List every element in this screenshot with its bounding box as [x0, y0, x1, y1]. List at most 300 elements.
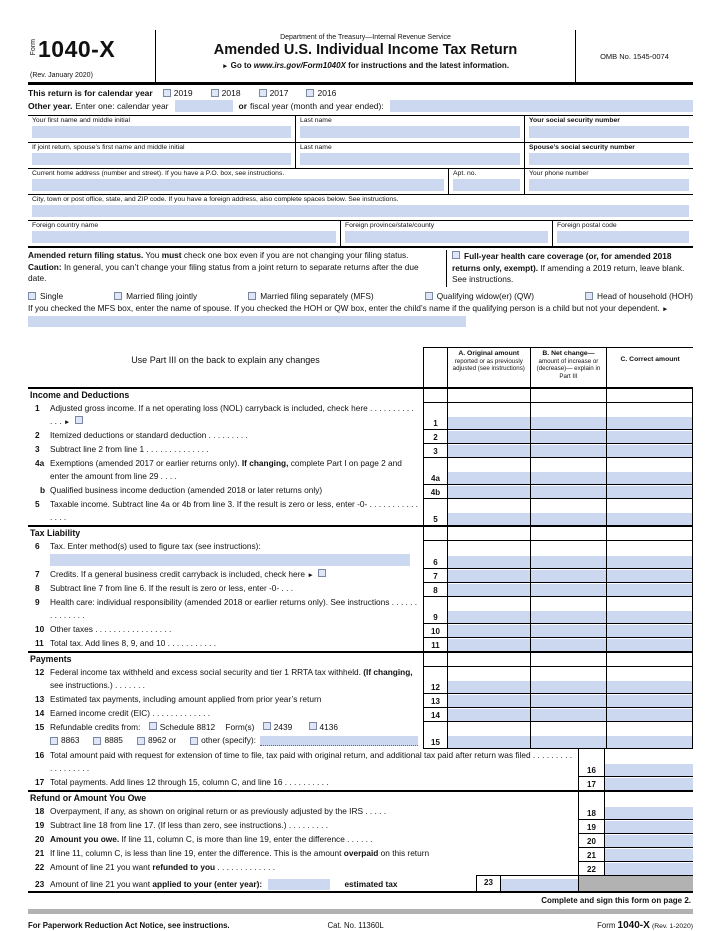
- line-16-label: Total amount paid with request for extension of time to file, tax paid with original return, and additional tax paid after return was filed . . . . . . . . . . . . . . . . . .: [50, 750, 573, 774]
- form-8962-label: 8962 or: [147, 735, 177, 746]
- married-filing-separately-checkbox[interactable]: [248, 292, 256, 300]
- city-cell: [28, 195, 693, 220]
- line-16-margin: 16: [35, 750, 45, 761]
- line-8-number: 8: [424, 583, 448, 596]
- amount-cell[interactable]: [531, 486, 607, 498]
- year-2016-checkbox[interactable]: [306, 89, 314, 97]
- line-16-number: 16: [579, 749, 605, 776]
- amount-cell[interactable]: [607, 625, 692, 637]
- year-2016-label: 2016: [317, 88, 337, 98]
- address-label: Current home address (number and street). If you have a P.O. box, see instructions.: [32, 170, 285, 177]
- foreign-province-cell: [340, 221, 552, 246]
- column-b-sub: amount of increase or (decrease)— explain in Part III: [536, 357, 601, 380]
- qualifying-widower-checkbox[interactable]: [425, 292, 433, 300]
- line-6-margin: 6: [35, 541, 40, 552]
- ssn-input[interactable]: [529, 126, 689, 138]
- line-4b-row: [28, 484, 693, 498]
- line-7-margin: 7: [35, 569, 40, 580]
- nol-checkbox[interactable]: [75, 416, 83, 424]
- line-13-margin: 13: [35, 694, 45, 705]
- mfs-child-note: [28, 303, 693, 328]
- line-6-number: 6: [424, 541, 448, 568]
- amount-cell[interactable]: [531, 431, 607, 443]
- filing-status-text: [28, 250, 446, 287]
- line-15-intro: Refundable credits from:: [50, 722, 141, 733]
- line-15-number: 15: [424, 722, 448, 748]
- amount-cell[interactable]: [531, 570, 607, 582]
- line-13-number: 13: [424, 694, 448, 707]
- head-of-household-checkbox[interactable]: [585, 292, 593, 300]
- taxpayer-info-grid: [28, 115, 693, 248]
- filing-status-caution: Caution:: [28, 261, 62, 272]
- column-a-title: A. Original amount: [458, 350, 520, 358]
- footer-form-word: Form: [597, 921, 616, 931]
- amount-cell[interactable]: [605, 821, 693, 833]
- form-header: [28, 30, 693, 85]
- amount-cell[interactable]: [531, 513, 607, 525]
- amount-cell[interactable]: [605, 778, 693, 790]
- line-17-number: 17: [579, 777, 605, 790]
- page-title: Amended U.S. Individual Income Tax Return: [213, 42, 518, 58]
- line-4a-margin: 4a: [35, 458, 45, 469]
- line-4b-number: 4b: [424, 485, 448, 498]
- line-22-pre: Amount of line 21 you want: [50, 862, 153, 873]
- amount-cell[interactable]: [605, 835, 693, 847]
- column-c-header: [607, 348, 693, 387]
- filing-status-must: must: [161, 250, 182, 260]
- amount-cell[interactable]: [607, 431, 692, 443]
- line-20-number: 20: [579, 834, 605, 847]
- form-revision: (Rev. January 2020): [30, 72, 93, 79]
- line-19-label: Subtract line 18 from line 17. (If less than zero, see instructions.) . . . . . . . . .: [50, 820, 329, 831]
- year-2017-label: 2017: [269, 88, 289, 98]
- health-coverage-checkbox[interactable]: [452, 251, 460, 259]
- line-3-margin: 3: [35, 444, 40, 455]
- line-19-number: 19: [579, 820, 605, 833]
- amounts-table: [28, 347, 693, 893]
- head-of-household-label: Head of household (HOH): [597, 290, 693, 301]
- married-filing-separately-label: Married filing separately (MFS): [260, 290, 374, 301]
- foreign-postal-cell: [552, 221, 693, 246]
- line-20-row: [28, 833, 693, 847]
- amount-cell[interactable]: [607, 736, 692, 748]
- amount-cell[interactable]: [607, 556, 692, 568]
- line-5-margin: 5: [35, 499, 40, 510]
- filing-status-t3: In general, you can’t change your filing status from a joint return to separate returns after the due date.: [28, 261, 419, 283]
- amount-cell[interactable]: [448, 486, 530, 498]
- amount-cell[interactable]: [531, 472, 607, 484]
- line-6-row: [28, 540, 693, 568]
- form-title-block: [156, 30, 575, 82]
- line-4b-margin: b: [40, 485, 46, 496]
- complete-sign-note: Complete and sign this form on page 2.: [541, 896, 691, 906]
- line-12-number: 12: [424, 667, 448, 693]
- health-coverage-box: [446, 250, 693, 287]
- foreign-country-label: Foreign country name: [32, 222, 99, 229]
- city-label: City, town or post office, state, and ZIP code. If you have a foreign address, also complete spaces below. See instructions.: [32, 196, 399, 203]
- form-4136-label: 4136: [319, 722, 338, 733]
- line-8-margin: 8: [35, 583, 40, 594]
- line-2-label: Itemized deductions or standard deduction . . . . . . . . .: [50, 430, 248, 441]
- year-2019-checkbox[interactable]: [163, 89, 171, 97]
- line-7-label: Credits. If a general business credit carryback is included, check here: [50, 569, 306, 580]
- line-20-post: If line 11, column C, is more than line 19, enter the difference . . . . . .: [119, 834, 373, 845]
- line-15-row: [28, 721, 693, 749]
- line-14-number: 14: [424, 708, 448, 721]
- amount-cell[interactable]: [605, 807, 693, 819]
- health-coverage-rest: If amending a 2019 return, leave blank. See instructions.: [452, 262, 685, 284]
- line-11-number: 11: [424, 638, 448, 651]
- department-label: Department of the Treasury—Internal Revenue Service: [280, 34, 451, 41]
- line-3-label: Subtract line 2 from line 1 . . . . . . . . . . . . . .: [50, 444, 209, 455]
- filing-status-t1: You: [143, 250, 162, 260]
- form-8885-label: 8885: [104, 735, 123, 746]
- filing-status-t2: check one box even if you are not changing your filing status.: [181, 250, 409, 260]
- line-12-pre: Federal income tax withheld and excess social security and tier 1 RRTA tax withheld.: [50, 667, 364, 678]
- spouse-first-name-input[interactable]: [32, 153, 291, 165]
- omb-number: OMB No. 1545-0074: [600, 51, 669, 61]
- child-name-input[interactable]: [28, 316, 466, 327]
- section-payments-label: Payments: [30, 654, 72, 665]
- footer-form-number: 1040-X: [617, 920, 650, 931]
- line-3-number: 3: [424, 444, 448, 457]
- line-19-margin: 19: [35, 820, 45, 831]
- qualifying-widower-label: Qualifying widow(er) (QW): [436, 290, 534, 301]
- calendar-year-row: [28, 85, 693, 99]
- single-checkbox[interactable]: [28, 292, 36, 300]
- forms-label: Form(s): [225, 722, 255, 733]
- amount-cell[interactable]: [531, 556, 607, 568]
- spouse-first-name-cell: [28, 143, 295, 168]
- amount-cell[interactable]: [607, 472, 692, 484]
- amount-cell[interactable]: [607, 611, 692, 623]
- column-b-title: B. Net change—: [542, 350, 595, 358]
- last-name-label: Last name: [300, 117, 332, 124]
- arrow-icon: ►: [307, 572, 314, 580]
- line-23-number: 23: [477, 876, 501, 891]
- amount-cell[interactable]: [607, 486, 692, 498]
- line-14-row: [28, 707, 693, 721]
- apt-input[interactable]: [453, 179, 520, 191]
- line-21-pre: If line 11, column C, is less than line 19, enter the difference. This is the amount: [50, 848, 344, 859]
- line-10-margin: 10: [35, 624, 45, 635]
- first-name-cell: [28, 116, 295, 142]
- line-18-margin: 18: [35, 806, 45, 817]
- amount-cell[interactable]: [448, 472, 530, 484]
- line-5-number: 5: [424, 499, 448, 525]
- first-name-label: Your first name and middle initial: [32, 117, 130, 124]
- line-6-label: Tax. Enter method(s) used to figure tax (see instructions):: [50, 541, 261, 552]
- line-23-amount-input[interactable]: [501, 879, 578, 891]
- amount-cell[interactable]: [607, 584, 692, 596]
- amount-cell[interactable]: [448, 625, 530, 637]
- footer-form-id: [597, 920, 693, 931]
- other-credit-checkbox[interactable]: [190, 737, 198, 745]
- calendar-year-label: This return is for calendar year: [28, 88, 153, 98]
- amount-cell[interactable]: [531, 736, 607, 748]
- amount-cell[interactable]: [448, 431, 530, 443]
- ssn-label: Your social security number: [529, 117, 620, 124]
- line-1-row: [28, 402, 693, 429]
- amount-cell[interactable]: [607, 445, 692, 457]
- page-footer: [28, 914, 693, 931]
- year-2018-checkbox[interactable]: [211, 89, 219, 97]
- section-refund: [28, 790, 693, 805]
- line-22-number: 22: [579, 862, 605, 875]
- amount-cell[interactable]: [607, 639, 692, 651]
- column-a-header: [448, 348, 531, 387]
- goto-text-post: for instructions and the latest information.: [345, 61, 510, 70]
- other-year-row: [28, 99, 693, 115]
- line-10-label: Other taxes . . . . . . . . . . . . . . . . .: [50, 624, 172, 635]
- city-input[interactable]: [32, 205, 689, 217]
- spouse-ssn-input[interactable]: [529, 153, 689, 165]
- amount-cell[interactable]: [531, 611, 607, 623]
- line-14-margin: 14: [35, 708, 45, 719]
- last-name-input[interactable]: [300, 126, 520, 138]
- phone-label: Your phone number: [529, 170, 589, 177]
- line-21-number: 21: [579, 848, 605, 861]
- line-17-margin: 17: [35, 777, 45, 788]
- apt-label: Apt. no.: [453, 170, 477, 177]
- form-2439-label: 2439: [273, 722, 293, 733]
- phone-input[interactable]: [529, 179, 689, 191]
- section-payments: [28, 651, 693, 666]
- line-9-margin: 9: [35, 597, 40, 608]
- section-income-deductions: [28, 387, 693, 402]
- line-2-margin: 2: [35, 430, 40, 441]
- goto-text: Go to: [230, 61, 254, 70]
- line-4a-bold: If changing,: [241, 458, 289, 469]
- foreign-province-label: Foreign province/state/county: [345, 222, 435, 229]
- line-18-row: [28, 805, 693, 819]
- arrow-icon: ►: [662, 305, 669, 313]
- omb-block: [575, 30, 693, 82]
- footer-form-rev: (Rev. 1-2020): [651, 923, 693, 931]
- line-23-gray-filler: [579, 876, 693, 891]
- line-19-row: [28, 819, 693, 833]
- spouse-ssn-label: Spouse’s social security number: [529, 144, 635, 151]
- amount-cell[interactable]: [607, 513, 692, 525]
- amount-cell[interactable]: [448, 611, 530, 623]
- filing-status-section: [28, 248, 693, 288]
- line-17-row: [28, 776, 693, 790]
- line-23-margin: 23: [35, 879, 45, 890]
- other-credit-specify-input[interactable]: [260, 736, 418, 746]
- foreign-country-cell: [28, 221, 340, 246]
- line-8-row: [28, 582, 693, 596]
- line-8-label: Subtract line 7 from line 6. If the result is zero or less, enter -0- . . .: [50, 583, 294, 594]
- first-name-input[interactable]: [32, 126, 291, 138]
- schedule-8812-label: Schedule 8812: [159, 722, 216, 733]
- filing-status-bold: Amended return filing status.: [28, 250, 144, 260]
- line-1-margin: 1: [35, 403, 40, 414]
- line-11-margin: 11: [35, 638, 44, 649]
- amount-cell[interactable]: [605, 764, 693, 776]
- amount-cell[interactable]: [607, 709, 692, 721]
- line-23-row: [28, 875, 693, 891]
- column-b-header: [531, 348, 608, 387]
- line-23-bold: applied to your (enter year):: [152, 879, 263, 890]
- irs-url: www.irs.gov/Form1040X: [253, 61, 346, 70]
- amount-cell[interactable]: [607, 570, 692, 582]
- spouse-ssn-cell: [524, 143, 693, 168]
- column-a-sub: reported or as previously adjusted (see instructions): [452, 357, 525, 373]
- or-label: or: [238, 101, 248, 111]
- line-10-row: [28, 623, 693, 637]
- address-input[interactable]: [32, 179, 444, 191]
- amount-cell[interactable]: [531, 695, 607, 707]
- spouse-last-name-cell: [295, 143, 524, 168]
- section-tax-label: Tax Liability: [30, 528, 81, 539]
- line-16-row: [28, 749, 693, 776]
- amount-cell[interactable]: [531, 639, 607, 651]
- goto-instructions: [156, 61, 575, 70]
- other-year-text: Enter one: calendar year: [75, 101, 169, 111]
- year-2019-label: 2019: [173, 88, 193, 98]
- column-c-title: C. Correct amount: [620, 356, 680, 364]
- amount-cell[interactable]: [448, 584, 530, 596]
- apt-cell: [448, 169, 524, 194]
- schedule-8812-checkbox[interactable]: [149, 722, 157, 730]
- tax-method-input[interactable]: [50, 554, 410, 566]
- line-12-bold: (If changing,: [363, 667, 413, 678]
- line-9-label: Health care: individual responsibility (amended 2018 or earlier returns only). See instructions . . . . . . . . . . . . . .: [50, 597, 418, 621]
- amount-cell[interactable]: [448, 513, 530, 525]
- married-filing-jointly-checkbox[interactable]: [114, 292, 122, 300]
- line-9-number: 9: [424, 597, 448, 623]
- applied-year-input[interactable]: [268, 879, 330, 890]
- amount-cell[interactable]: [448, 681, 530, 693]
- amount-cell[interactable]: [448, 695, 530, 707]
- amount-cell[interactable]: [448, 417, 530, 429]
- line-22-bold: refunded to you: [152, 862, 216, 873]
- amount-cell[interactable]: [605, 863, 693, 875]
- line-2-number: 2: [424, 430, 448, 443]
- amount-cell[interactable]: [531, 681, 607, 693]
- amount-cell[interactable]: [448, 709, 530, 721]
- line-1-label: Adjusted gross income. If a net operating loss (NOL) carryback is included, check here . . . . . . . . . . . . .: [50, 403, 414, 427]
- line-2-row: [28, 429, 693, 443]
- amount-cell[interactable]: [531, 584, 607, 596]
- last-name-cell: [295, 116, 524, 142]
- amount-cell[interactable]: [531, 709, 607, 721]
- line-21-bold: overpaid: [343, 848, 379, 859]
- fiscal-year-input[interactable]: [390, 100, 693, 112]
- form-8863-label: 8863: [61, 735, 80, 746]
- line-4a-pre: Exemptions (amended 2017 or earlier returns only).: [50, 458, 242, 469]
- line-4b-label: Qualified business income deduction (amended 2018 or later returns only): [50, 485, 323, 496]
- line-22-margin: 22: [35, 862, 45, 873]
- line-14-label: Earned income credit (EIC) . . . . . . . . . . . . .: [50, 708, 210, 719]
- ssn-cell: [524, 116, 693, 142]
- line-13-label: Estimated tax payments, including amount applied from prior year’s return: [50, 694, 322, 705]
- line-7-row: [28, 568, 693, 582]
- form-2439-checkbox[interactable]: [263, 722, 271, 730]
- paperwork-notice: For Paperwork Reduction Act Notice, see instructions.: [28, 921, 230, 931]
- form-8962-checkbox[interactable]: [137, 737, 145, 745]
- line-17-label: Total payments. Add lines 12 through 15, column C, and line 16 . . . . . . . . . .: [50, 777, 329, 788]
- health-coverage-bold: Full-year health care coverage (or, for amended 2018 returns only, exempt).: [452, 251, 672, 273]
- section-income-label: Income and Deductions: [30, 390, 130, 401]
- line-23-pre: Amount of line 21 you want: [50, 879, 153, 890]
- line-5-label: Taxable income. Subtract line 4a or 4b from line 3. If the result is zero or less, enter -0- . . . . . . . . . . . . . . .: [50, 499, 418, 523]
- amount-cell[interactable]: [448, 556, 530, 568]
- line-18-label: Overpayment, if any, as shown on original return or as previously adjusted by the IRS . . . . .: [50, 806, 387, 817]
- line-3-row: [28, 443, 693, 457]
- amount-cell[interactable]: [605, 849, 693, 861]
- spouse-first-name-label: If joint return, spouse’s first name and middle initial: [32, 144, 185, 151]
- line-5-row: [28, 498, 693, 525]
- married-filing-jointly-label: Married filing jointly: [126, 290, 198, 301]
- line-9-row: [28, 596, 693, 623]
- line-20-margin: 20: [35, 834, 45, 845]
- amount-cell[interactable]: [448, 570, 530, 582]
- general-business-credit-checkbox[interactable]: [318, 569, 326, 577]
- line-21-post: on this return: [378, 848, 430, 859]
- arrow-icon: ►: [221, 63, 229, 70]
- foreign-province-input[interactable]: [345, 231, 548, 243]
- arrow-icon: ►: [63, 419, 71, 427]
- form-word-label: Form: [30, 39, 37, 56]
- line-12-post: see instructions.) . . . . . . .: [50, 680, 145, 691]
- year-2017-checkbox[interactable]: [259, 89, 267, 97]
- form-8885-checkbox[interactable]: [93, 737, 101, 745]
- line-13-row: [28, 693, 693, 707]
- amount-cell[interactable]: [607, 417, 692, 429]
- estimated-tax-label: estimated tax: [344, 879, 398, 890]
- form-number-block: [28, 30, 156, 82]
- line-10-number: 10: [424, 624, 448, 637]
- form-number: 1040-X: [38, 36, 116, 62]
- amount-cell[interactable]: [448, 639, 530, 651]
- amount-cell[interactable]: [531, 625, 607, 637]
- line-22-row: [28, 861, 693, 875]
- line-12-margin: 12: [35, 667, 45, 678]
- catalog-number: Cat. No. 11360L: [327, 921, 384, 931]
- line-22-post: . . . . . . . . . . . . .: [215, 862, 276, 873]
- line-21-margin: 21: [35, 848, 45, 859]
- amount-cell[interactable]: [448, 736, 530, 748]
- address-cell: [28, 169, 448, 194]
- amount-cell[interactable]: [607, 695, 692, 707]
- year-2018-label: 2018: [221, 88, 241, 98]
- other-year-label: Other year.: [28, 101, 73, 111]
- line-12-row: [28, 666, 693, 693]
- line-20-bold: Amount you owe.: [50, 834, 120, 845]
- spouse-last-name-input[interactable]: [300, 153, 520, 165]
- foreign-country-input[interactable]: [32, 231, 336, 243]
- form-8863-checkbox[interactable]: [50, 737, 58, 745]
- line-15-margin: 15: [35, 722, 45, 733]
- line-4a-row: [28, 457, 693, 484]
- line-18-number: 18: [579, 805, 605, 819]
- line-4a-number: 4a: [424, 458, 448, 484]
- mfs-child-note-text: If you checked the MFS box, enter the name of spouse. If you checked the HOH or QW box, enter the child’s name if the qualifying person is a child but not your dependent.: [28, 302, 660, 313]
- amount-cell[interactable]: [531, 445, 607, 457]
- part3-note: Use Part III on the back to explain any changes: [131, 355, 320, 366]
- amount-cell[interactable]: [607, 681, 692, 693]
- section-refund-label: Refund or Amount You Owe: [30, 793, 147, 804]
- calendar-year-input[interactable]: [175, 100, 233, 112]
- line-number-column-header: [424, 348, 448, 387]
- foreign-postal-input[interactable]: [557, 231, 689, 243]
- form-4136-checkbox[interactable]: [309, 722, 317, 730]
- line-11-row: [28, 637, 693, 651]
- amount-cell[interactable]: [448, 445, 530, 457]
- amount-cell[interactable]: [531, 417, 607, 429]
- line-11-label: Total tax. Add lines 8, 9, and 10 . . . . . . . . . . .: [50, 638, 217, 649]
